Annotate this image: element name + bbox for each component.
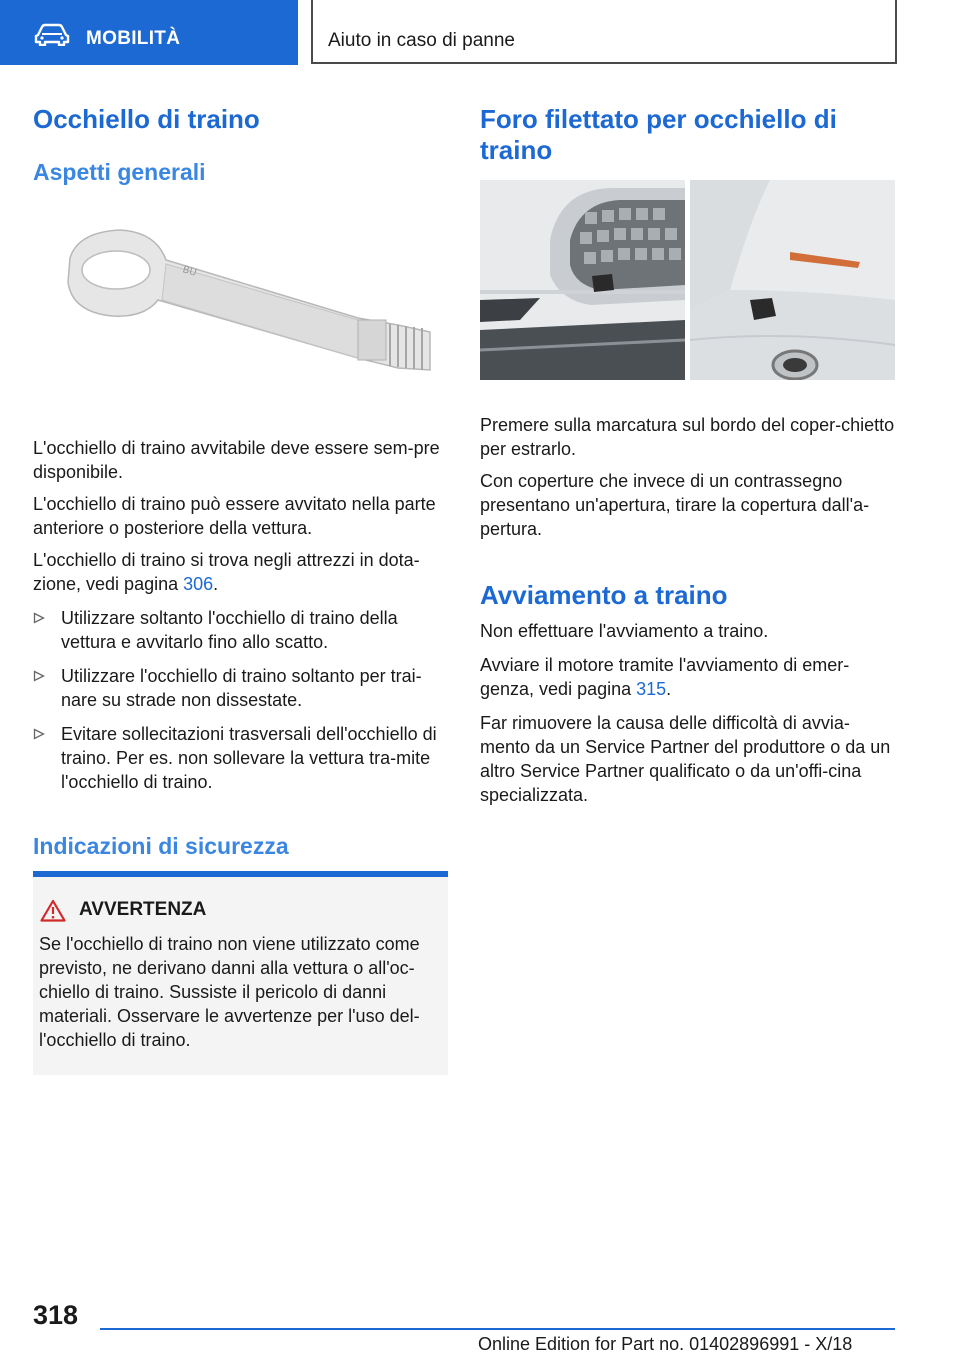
page-link-315[interactable]: 315 bbox=[636, 679, 667, 699]
page-number: 318 bbox=[33, 1300, 79, 1330]
bullet-triangle-icon bbox=[33, 728, 45, 740]
section-heading: Occhiello di traino bbox=[33, 104, 260, 134]
car-icon bbox=[34, 22, 70, 46]
chapter-header bbox=[311, 0, 897, 64]
edition-note: Online Edition for Part no. 01402896991 - X/18 bbox=[478, 1334, 853, 1354]
subheading-safety: Indicazioni di sicurezza bbox=[33, 833, 289, 859]
tow-eye-image bbox=[58, 220, 443, 390]
warning-box bbox=[33, 877, 448, 1075]
list-item: Utilizzare soltanto l'occhiello di traino della vettura e avvitarlo fino allo scatto. bbox=[33, 606, 448, 654]
chapter-title: Aiuto in caso di panne bbox=[328, 30, 515, 51]
instruction-list bbox=[33, 606, 448, 804]
bullet-triangle-icon bbox=[33, 612, 45, 624]
car-front-photo bbox=[480, 180, 685, 380]
section-heading-tow-start: Avviamento a traino bbox=[480, 580, 728, 610]
footer-rule bbox=[100, 1328, 895, 1330]
paragraph-1: L'occhiello di traino avvitabile deve essere sem‐pre disponibile. bbox=[33, 438, 440, 482]
svg-text:BU: BU bbox=[181, 264, 198, 279]
section-heading-threaded-hole: Foro filettato per occhiello di traino bbox=[480, 104, 837, 165]
paragraph-2: L'occhiello di traino può essere avvitato nella parte anteriore o posteriore della vettura. bbox=[33, 494, 436, 538]
paragraph-emergency-start: Avviare il motore tramite l'avviamento di emer‐genza, vedi pagina 315. bbox=[480, 655, 850, 699]
warning-title: AVVERTENZA bbox=[79, 899, 207, 920]
list-item: Evitare sollecitazioni trasversali dell'occhiello di traino. Per es. non sollevare la vettura tra‐mite l'occhiello di traino. bbox=[33, 722, 448, 794]
warning-text: Se l'occhiello di traino non viene utilizzato come previsto, ne derivano danni alla vettura o all'oc‐chiello di traino. Sussiste il pericolo di danni materiali. Osservare le avvertenze per l'uso del‐l'occhiello di traino. bbox=[39, 934, 420, 1050]
warning-icon bbox=[40, 899, 66, 922]
car-rear-photo bbox=[690, 180, 895, 380]
bullet-triangle-icon bbox=[33, 670, 45, 682]
page-link-306[interactable]: 306 bbox=[183, 574, 214, 594]
paragraph-service: Far rimuovere la causa delle difficoltà di avvia‐mento da un Service Partner del produttore o da un altro Service Partner qualificato o da un'offi‐cina specializzata. bbox=[480, 713, 891, 805]
paragraph-no-tow-start: Non effettuare l'avviamento a traino. bbox=[480, 621, 769, 641]
paragraph-press-marking: Premere sulla marcatura sul bordo del coper‐chietto per estrarlo. bbox=[480, 415, 895, 459]
section-label: MOBILITÀ bbox=[86, 28, 181, 49]
paragraph-3: L'occhiello di traino si trova negli attrezzi in dota‐zione, vedi pagina 306. bbox=[33, 550, 420, 594]
subheading-general: Aspetti generali bbox=[33, 159, 206, 185]
list-item: Utilizzare l'occhiello di traino soltanto per trai‐nare su strade non dissestate. bbox=[33, 664, 448, 712]
paragraph-covers: Con coperture che invece di un contrassegno presentano un'apertura, tirare la copertura dall'a‐pertura. bbox=[480, 471, 870, 539]
section-tab bbox=[0, 0, 298, 65]
